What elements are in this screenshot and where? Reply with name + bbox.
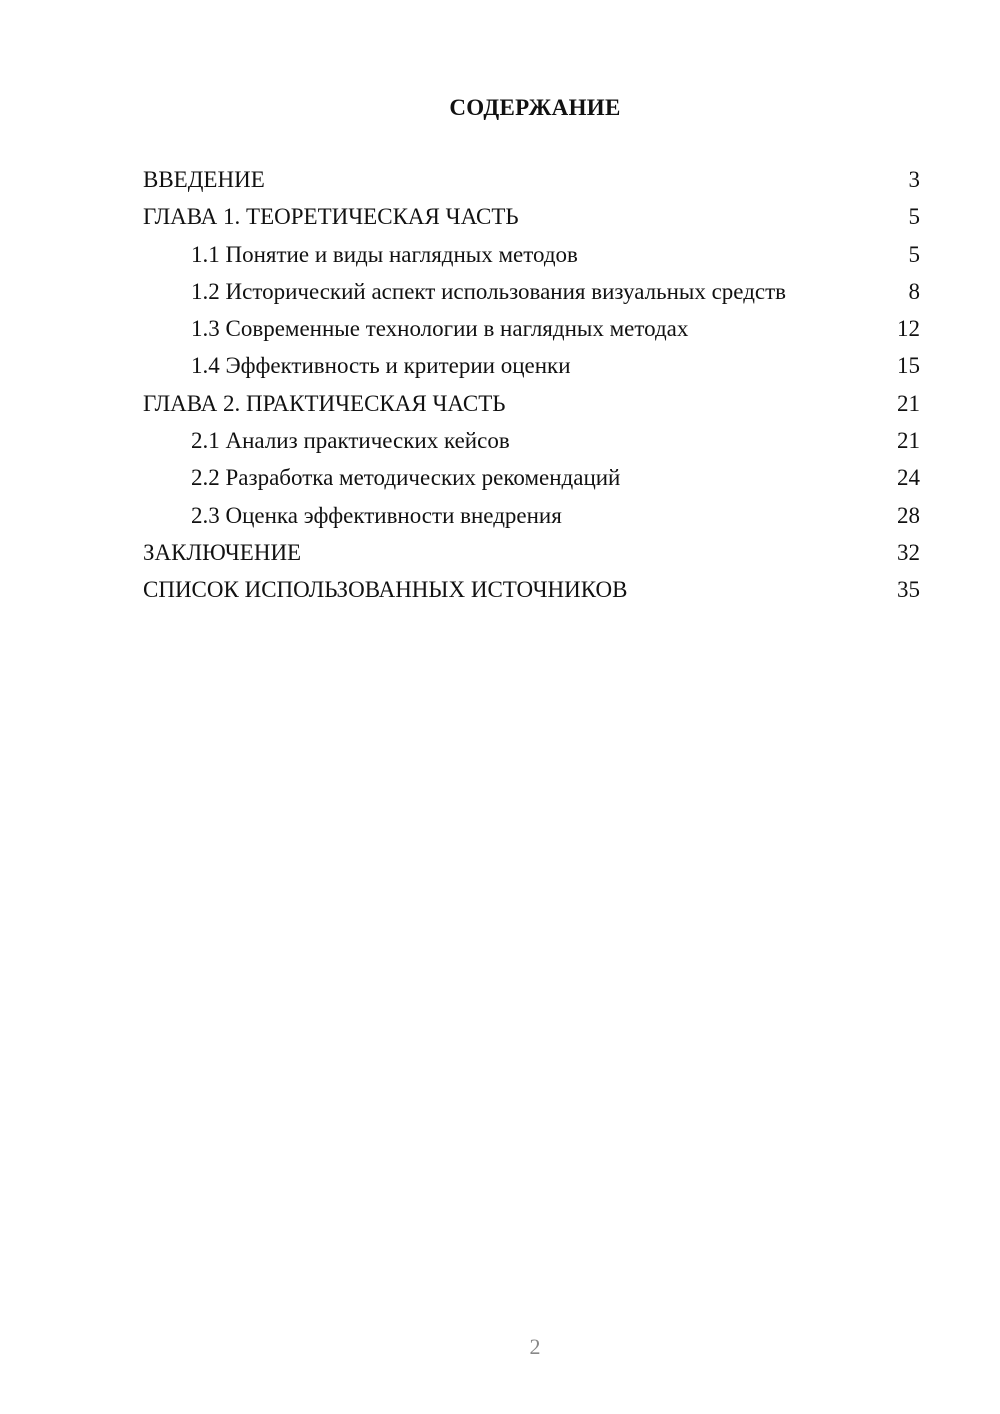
table-of-contents [143, 167, 920, 615]
toc-entry-page: 28 [897, 502, 920, 528]
toc-entry-chapter-1[interactable] [143, 204, 920, 230]
toc-entry-page: 12 [897, 316, 920, 342]
toc-entry-page: 35 [897, 577, 920, 603]
toc-entry-text: 2.1 Анализ практических кейсов [191, 428, 510, 454]
toc-entry-text: ГЛАВА 1. ТЕОРЕТИЧЕСКАЯ ЧАСТЬ [143, 204, 519, 230]
toc-entry-text: СПИСОК ИСПОЛЬЗОВАННЫХ ИСТОЧНИКОВ [143, 577, 628, 603]
toc-entry-page: 15 [897, 353, 920, 379]
toc-entry-section-2-2[interactable] [143, 465, 920, 491]
toc-entry-introduction[interactable] [143, 167, 920, 193]
toc-entry-section-2-3[interactable] [143, 503, 920, 529]
toc-entry-text: 2.2 Разработка методических рекомендаций [191, 465, 621, 491]
toc-entry-page: 32 [897, 539, 920, 565]
toc-entry-text: 1.2 Исторический аспект использования визуальных средств [191, 278, 787, 304]
toc-entry-page: 24 [897, 465, 920, 491]
toc-entry-page: 21 [897, 428, 920, 454]
toc-title: СОДЕРЖАНИЕ [449, 95, 621, 120]
toc-entry-section-1-3[interactable] [143, 316, 920, 342]
toc-entry-text: ГЛАВА 2. ПРАКТИЧЕСКАЯ ЧАСТЬ [143, 390, 506, 416]
toc-entry-section-1-2[interactable] [143, 279, 920, 305]
toc-entry-references[interactable] [143, 577, 920, 603]
toc-entry-section-1-1[interactable] [143, 242, 920, 268]
toc-entry-text: 1.1 Понятие и виды наглядных методов [191, 241, 578, 267]
toc-entry-text: 2.3 Оценка эффективности внедрения [191, 502, 562, 528]
toc-entry-page: 5 [908, 241, 920, 267]
toc-entry-conclusion[interactable] [143, 540, 920, 566]
toc-entry-section-1-4[interactable] [143, 353, 920, 379]
page-number: 2 [529, 1334, 541, 1359]
toc-entry-page: 21 [897, 390, 920, 416]
toc-entry-page: 8 [908, 278, 920, 304]
toc-entry-text: ЗАКЛЮЧЕНИЕ [143, 539, 302, 565]
toc-entry-section-2-1[interactable] [143, 428, 920, 454]
toc-entry-chapter-2[interactable] [143, 391, 920, 417]
toc-entry-text: 1.3 Современные технологии в наглядных методах [191, 316, 689, 342]
toc-entry-page: 3 [908, 167, 920, 192]
toc-entry-text: 1.4 Эффективность и критерии оценки [191, 353, 571, 379]
toc-entry-text: ВВЕДЕНИЕ [143, 167, 265, 192]
toc-entry-page: 5 [908, 204, 920, 230]
